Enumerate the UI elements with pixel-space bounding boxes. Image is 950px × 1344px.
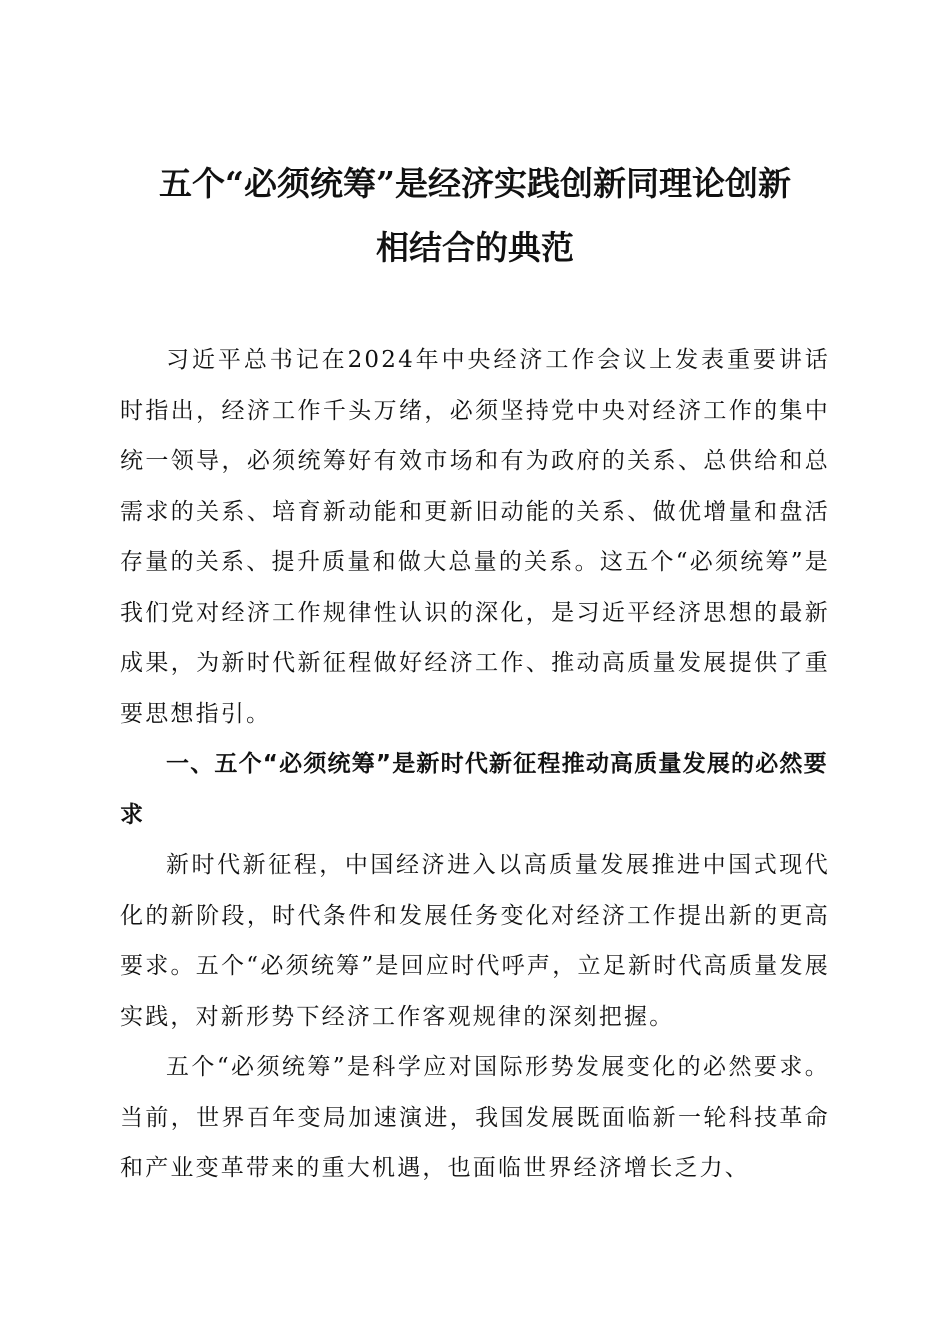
title-line-2: 相结合的典范 <box>376 228 574 267</box>
document-title <box>100 152 850 280</box>
paragraph-new-era: 新时代新征程，中国经济进入以高质量发展推进中国式现代化的新阶段，时代条件和发展任务变化对经济工作提出新的更高要求。五个“必须统筹”是回应时代呼声，立足新时代高质量发展实践，对新形势下经济工作客观规律的深刻把握。 <box>120 852 830 1030</box>
section-heading-1: 一、五个“必须统筹”是新时代新征程推动高质量发展的必然要求 <box>120 751 828 828</box>
paragraph-intro: 习近平总书记在2024年中央经济工作会议上发表重要讲话时指出，经济工作千头万绪，必须坚持党中央对经济工作的集中统一领导，必须统筹好有效市场和有为政府的关系、总供给和总需求的关系、培育新动能和更新旧动能的关系、做优增量和盘活存量的关系、提升质量和做大总量的关系。这五个“必须统筹”是我们党对经济工作规律性认识的深化，是习近平经济思想的最新成果，为新时代新征程做好经济工作、推动高质量发展提供了重要思想指引。 <box>120 347 830 727</box>
title-line-1: 五个“必须统筹”是经济实践创新同理论创新 <box>159 164 791 203</box>
paragraph-international: 五个“必须统筹”是科学应对国际形势发展变化的必然要求。当前，世界百年变局加速演进，我国发展既面临新一轮科技革命和产业变革带来的重大机遇，也面临世界经济增长乏力、 <box>120 1054 830 1181</box>
document-body <box>120 335 830 1194</box>
